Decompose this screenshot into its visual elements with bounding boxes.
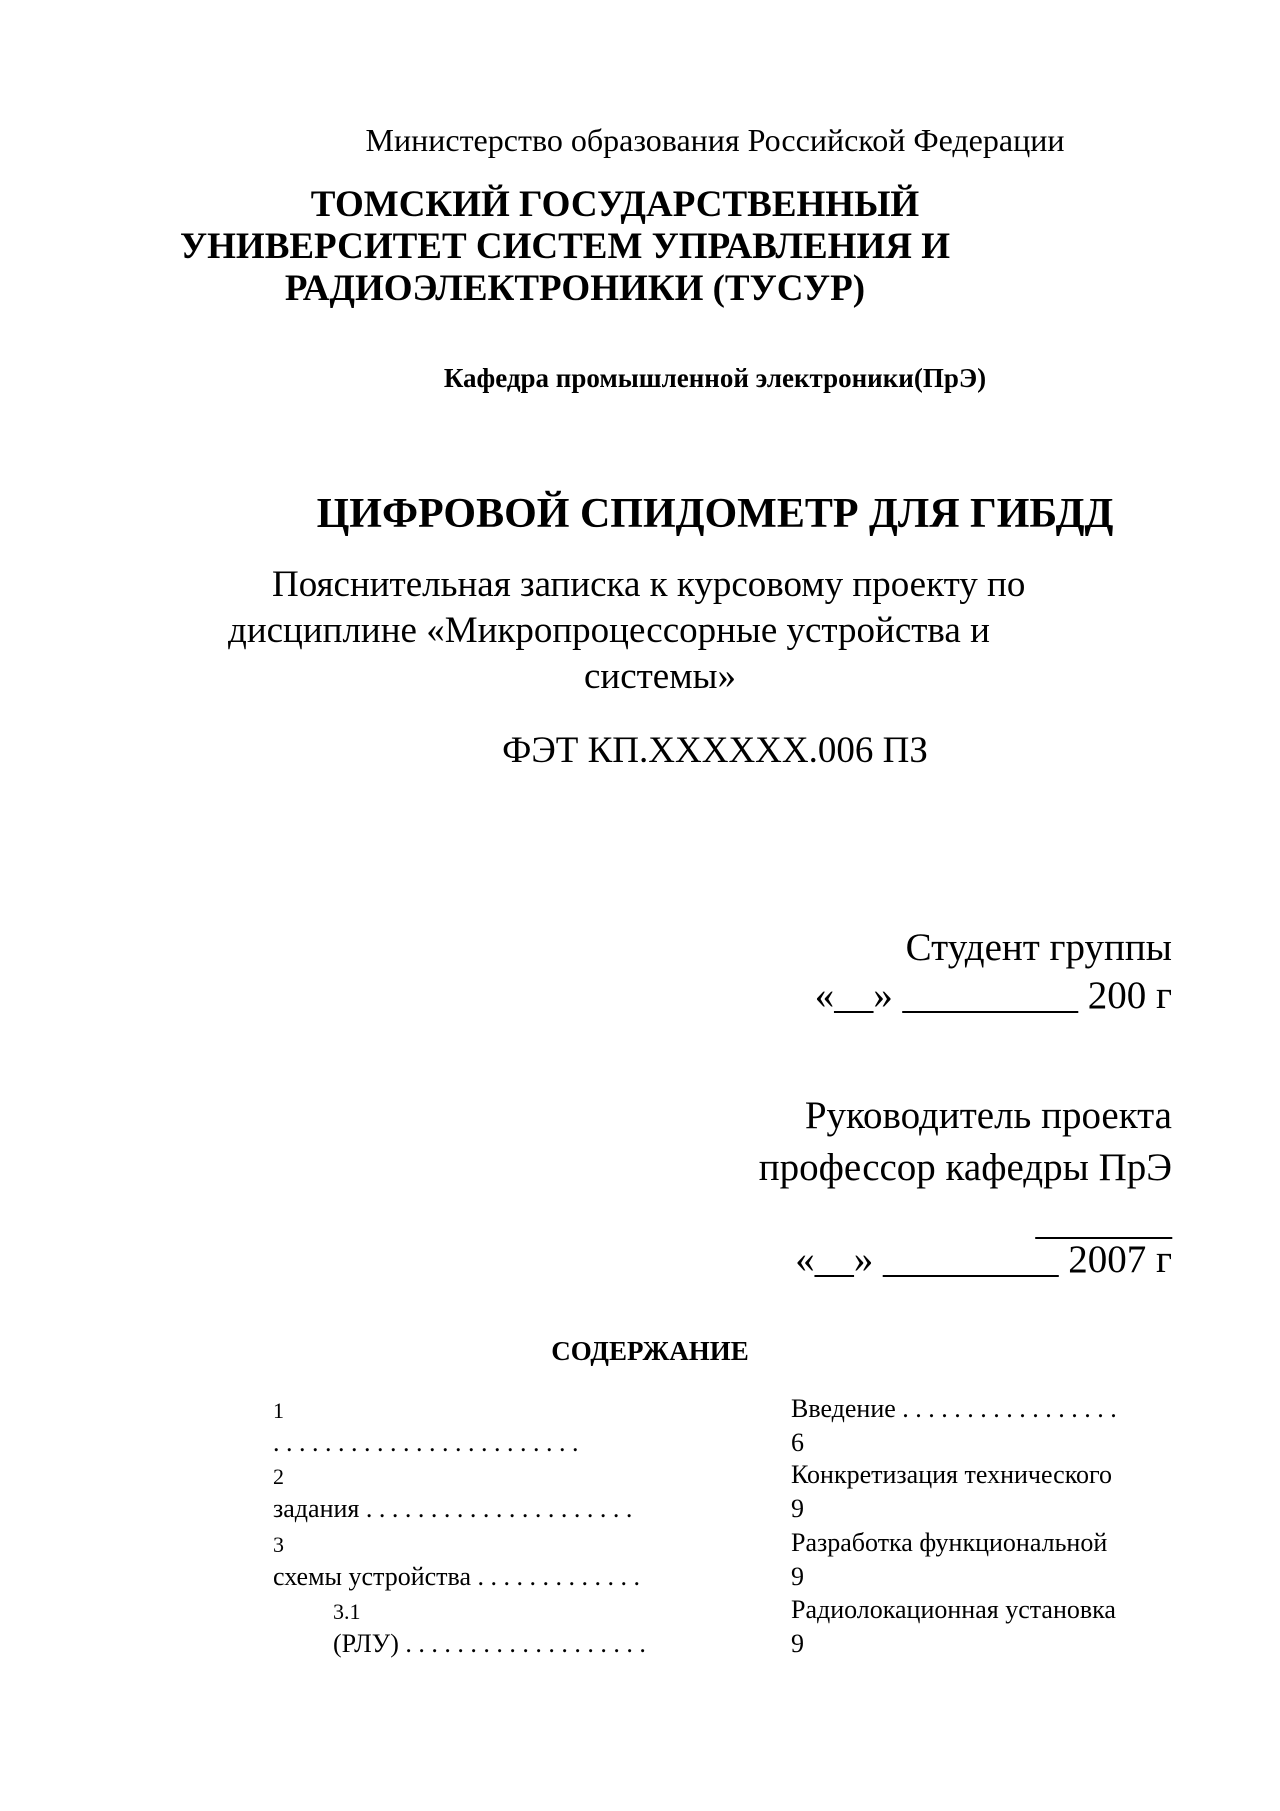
subtitle-line-1: Пояснительная записка к курсовому проекту по xyxy=(272,564,1026,605)
supervisor-date-line: «__» _________ 2007 г xyxy=(795,1238,1172,1281)
toc-item-2-title[interactable]: Конкретизация технического xyxy=(791,1460,1113,1489)
document-code: ФЭТ КП.XXXXXX.006 ПЗ xyxy=(502,730,928,771)
toc-item-3-1-continuation: (РЛУ) . . . . . . . . . . . . . . . . . . . xyxy=(333,1629,646,1658)
toc-item-1-title[interactable]: Введение . . . . . . . . . . . . . . . . . xyxy=(791,1394,1117,1423)
toc-item-1-page: 6 xyxy=(791,1428,804,1457)
supervisor-position: профессор кафедры ПрЭ xyxy=(758,1146,1172,1189)
department-name: Кафедра промышленной электроники(ПрЭ) xyxy=(443,363,987,393)
toc-item-3-1-number: 3.1 xyxy=(333,1599,361,1624)
ministry-name: Министерство образования Российской Федерации xyxy=(365,122,1065,158)
toc-item-2-continuation: задания . . . . . . . . . . . . . . . . . . . . . xyxy=(273,1494,633,1523)
document-title: ЦИФРОВОЙ СПИДОМЕТР ДЛЯ ГИБДД xyxy=(316,491,1114,537)
supervisor-label: Руководитель проекта xyxy=(804,1094,1172,1137)
university-name-line-3: РАДИОЭЛЕКТРОНИКИ (ТУСУР) xyxy=(284,268,866,309)
supervisor-signature-line: _______ xyxy=(1035,1200,1172,1243)
toc-item-3-1-page: 9 xyxy=(791,1629,804,1658)
university-name xyxy=(0,184,1230,310)
toc-item-3-1-title[interactable]: Радиолокационная установка xyxy=(791,1595,1116,1624)
toc-item-1-continuation: . . . . . . . . . . . . . . . . . . . . . . . . xyxy=(273,1428,579,1457)
student-date-line: «__» _________ 200 г xyxy=(814,974,1172,1017)
university-name-line-1: ТОМСКИЙ ГОСУДАРСТВЕННЫЙ xyxy=(310,184,920,225)
student-group-label: Студент группы xyxy=(905,926,1172,969)
toc-item-3-title[interactable]: Разработка функциональной xyxy=(791,1528,1108,1557)
subtitle-line-3: системы» xyxy=(583,656,736,697)
toc-item-3-continuation: схемы устройства . . . . . . . . . . . . . xyxy=(273,1562,641,1591)
university-name-line-2: УНИВЕРСИТЕТ СИСТЕМ УПРАВЛЕНИЯ И xyxy=(179,226,950,267)
toc-heading: СОДЕРЖАНИЕ xyxy=(551,1336,749,1366)
subtitle-line-2: дисциплине «Микропроцессорные устройства и xyxy=(228,610,990,651)
toc-item-3-page: 9 xyxy=(791,1562,804,1591)
toc-item-2-page: 9 xyxy=(791,1494,804,1523)
toc-item-1-number: 1 xyxy=(273,1398,284,1423)
document-subtitle xyxy=(228,562,1188,700)
toc-item-3-number: 3 xyxy=(273,1532,284,1557)
toc-item-2-number: 2 xyxy=(273,1464,284,1489)
